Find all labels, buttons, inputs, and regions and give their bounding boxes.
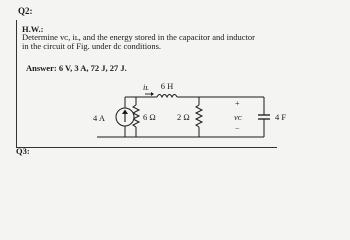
question-label: Q2: [18,6,33,16]
problem-line-2: in the circuit of Fig. under dc conditions. [22,41,162,51]
next-question-label: Q3: [16,146,30,156]
resistor-2 [196,105,202,127]
current-label: iʟ [143,82,149,92]
cap-voltage-label: vᴄ [234,112,242,122]
homework-label: H.W.: [22,24,44,34]
resistor-2-label: 2 Ω [177,112,190,122]
current-arrow [151,92,154,96]
source-label: 4 A [92,113,105,123]
minus-sign: − [235,124,240,133]
inductor-label: 6 H [160,81,174,91]
inductor-coil [157,95,177,98]
resistor-1-label: 6 Ω [143,112,156,122]
plus-sign: + [235,99,240,108]
capacitor-label: 4 F [275,112,287,122]
problem-line-1: Determine vᴄ, iʟ, and the energy stored in the capacitor and inductor [22,32,255,42]
answer-text: Answer: 6 V, 3 A, 72 J, 27 J. [26,63,127,73]
